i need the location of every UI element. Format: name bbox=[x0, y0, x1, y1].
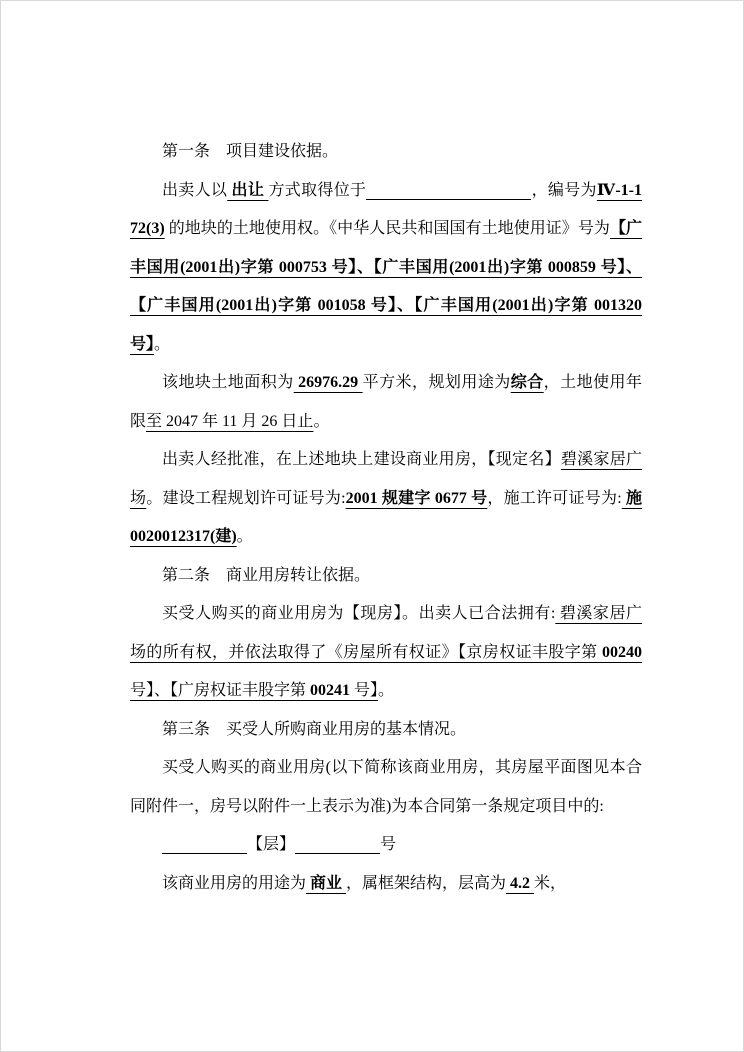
blank-underline bbox=[162, 834, 247, 854]
text-segment: 方式取得位于 bbox=[268, 181, 367, 199]
text-segment: 出卖人经批准，在上述地块上建设商业用房，【现定名】 bbox=[162, 451, 561, 468]
text-segment: 综合 bbox=[510, 374, 544, 391]
text-segment: 商业 bbox=[306, 874, 347, 892]
clause-1-heading bbox=[130, 133, 642, 172]
clause-3-heading bbox=[130, 711, 642, 750]
blank-underline bbox=[366, 180, 531, 200]
text-segment: 碧溪家居广场 bbox=[130, 451, 642, 507]
text-segment: 00241 bbox=[310, 682, 351, 699]
text-segment: 00240 bbox=[602, 643, 642, 661]
clause-2-heading bbox=[130, 557, 642, 596]
text-segment: 该地块土地面积为 bbox=[162, 374, 294, 391]
text-segment: 4.2 bbox=[506, 874, 535, 892]
text-segment: 碧溪家居广场的所有权，并依法取得了《房屋所有权证》【京房权证丰股字第 bbox=[130, 605, 642, 661]
text-segment: ，编号为 bbox=[531, 181, 597, 199]
clause-1-para-project bbox=[130, 441, 642, 557]
text-segment: 米， bbox=[534, 874, 567, 892]
text-segment: ，属框架结构，层高为 bbox=[346, 874, 507, 892]
text-segment: Ⅳ-1-172(3) bbox=[130, 181, 642, 237]
text-segment: 施 0020012317(建) bbox=[130, 489, 642, 545]
clause-3-para-usage bbox=[130, 865, 642, 904]
text-segment: 。 bbox=[313, 412, 330, 430]
blank-underline bbox=[295, 834, 380, 854]
clause-1-para-land-area bbox=[130, 364, 642, 441]
text-segment: 。 bbox=[378, 682, 395, 699]
text-segment: 第三条 买受人所购商业用房的基本情况。 bbox=[162, 720, 467, 738]
text-segment: 买受人购买的商业用房为【现房】。出卖人已合法拥有: bbox=[162, 605, 556, 622]
clause-3-para-description bbox=[130, 749, 642, 826]
text-segment: 【层】 bbox=[247, 836, 296, 853]
text-segment: 第一条 项目建设依据。 bbox=[162, 143, 339, 160]
text-segment: 号 bbox=[380, 836, 397, 853]
text-segment: 平方米，规划用途为 bbox=[362, 374, 511, 391]
clause-1-para-land-right bbox=[130, 172, 642, 365]
text-segment: 。建设工程规划许可证号为: bbox=[146, 489, 346, 507]
document-body bbox=[130, 133, 642, 903]
text-segment: 买受人购买的商业用房(以下简称该商业用房，其房屋平面图见本合同附件一，房号以附件一上表示为准)为本合同第一条规定项目中的: bbox=[130, 759, 642, 815]
text-segment: 出让 bbox=[227, 181, 269, 199]
text-segment: ，施工许可证号为: bbox=[487, 489, 622, 507]
text-segment: 的地块的土地使用权。《中华人民共和国国有土地使用证》号为 bbox=[164, 220, 610, 237]
text-segment: 【广丰国用(2001出)字第 000753 号】、【广丰国用(2001出)字第 000859 号】、【广丰国用(2001出)字第 001058 号】、【广丰国用(2001出)字第 001320 号】 bbox=[130, 220, 642, 353]
text-segment: 号】、【广房权证丰股字第 bbox=[130, 682, 311, 699]
clause-2-para-ownership bbox=[130, 595, 642, 711]
text-segment: 该商业用房的用途为 bbox=[162, 874, 307, 892]
text-segment: 。 bbox=[154, 335, 171, 353]
text-segment: 号】 bbox=[350, 682, 379, 699]
text-segment: 26976.29 bbox=[293, 374, 363, 391]
text-segment: 2001 规建字 0677 号 bbox=[345, 489, 488, 507]
clause-3-floor-room-line bbox=[130, 826, 642, 865]
text-segment: 。 bbox=[236, 528, 253, 545]
text-segment: 第二条 商业用房转让依据。 bbox=[162, 566, 371, 584]
text-segment: ，土地使用年限 bbox=[130, 374, 642, 430]
text-segment: 出卖人以 bbox=[162, 181, 228, 199]
text-segment: 至 2047 年 11 月 26 日止 bbox=[146, 412, 314, 430]
